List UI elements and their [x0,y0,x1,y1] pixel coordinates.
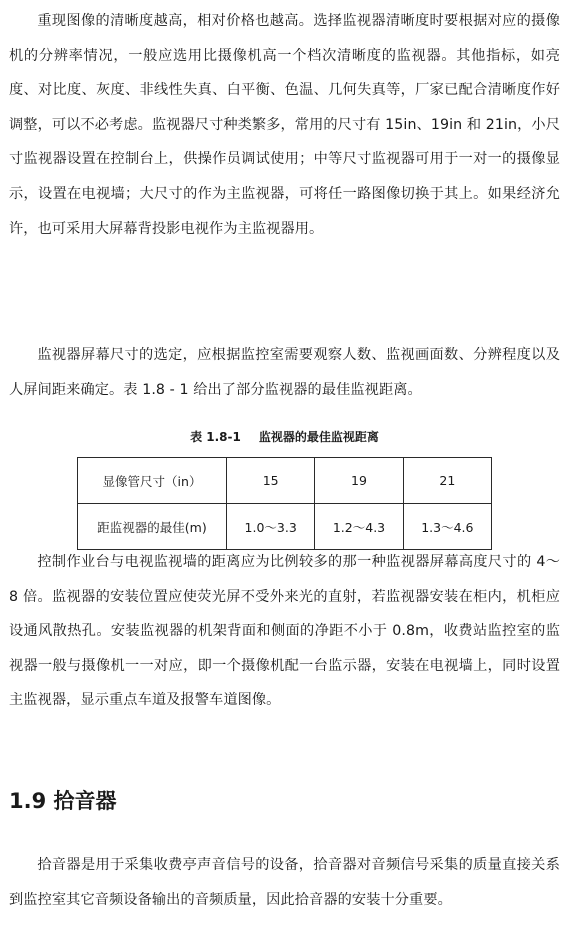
table-cell-header: 距监视器的最佳(m) [78,504,227,550]
paragraph-installation: 控制作业台与电视监视墙的距离应为比例较多的那一种监视器屏幕高度尺寸的 4～8 倍。监视器的安装位置应使荧光屏不受外来光的直射，若监视器安装在柜内，机柜应设通风散热孔。安装监视器的机架背面和侧面的净距不小于 0.8m，收费站监控室的监视器一般与摄像机一一对应，即一个摄像机配一台监示器，安装在电视墙上，同时设置主监视器，显示重点车道及报警车道图像。 [9,554,560,709]
table-caption-title: 监视器的最佳监视距离 [258,430,379,444]
paragraph-monitor-resolution: 重现图像的清晰度越高，相对价格也越高。选择监视器清晰度时要根据对应的摄像机的分辨率情况，一般应选用比摄像机高一个档次清晰度的监视器。其他指标，如亮度、对比度、灰度、非线性失真、白平衡、色温、几何失真等，厂家已配合清晰度作好调整，可以不必考虑。监视器尺寸种类繁多，常用的尺寸有 15in、19in 和 21in，小尺寸监视器设置在控制台上，供操作员调试使用；中等尺寸监视器可用于一对一的摄像显示，设置在电视墙；大尺寸的作为主监视器，可将任一路图像切换于其上。如果经济允许，也可采用大屏幕背投影电视作为主监视器用。 [9,13,560,237]
table-caption-number: 表 1.8-1 [190,430,241,444]
section-heading: 1.9 拾音器 [9,789,117,813]
table-row [78,504,492,550]
viewing-distance-table [77,457,492,550]
paragraph-screen-size: 监视器屏幕尺寸的选定，应根据监控室需要观察人数、监视画面数、分辨程度以及人屏间距来确定。表 1.8 - 1 给出了部分监视器的最佳监视距离。 [9,347,560,398]
table-row [78,458,492,504]
table-cell: 19 [315,458,403,504]
table-cell: 1.0～3.3 [227,504,315,550]
paragraph-microphone: 拾音器是用于采集收费亭声音信号的设备，拾音器对音频信号采集的质量直接关系到监控室其它音频设备输出的音频质量，因此拾音器的安装十分重要。 [9,857,560,908]
table-caption [0,428,569,445]
table-cell-header: 显像管尺寸（in） [78,458,227,504]
table-cell: 15 [227,458,315,504]
table-cell: 1.3～4.6 [403,504,491,550]
table-cell: 1.2～4.3 [315,504,403,550]
table-cell: 21 [403,458,491,504]
